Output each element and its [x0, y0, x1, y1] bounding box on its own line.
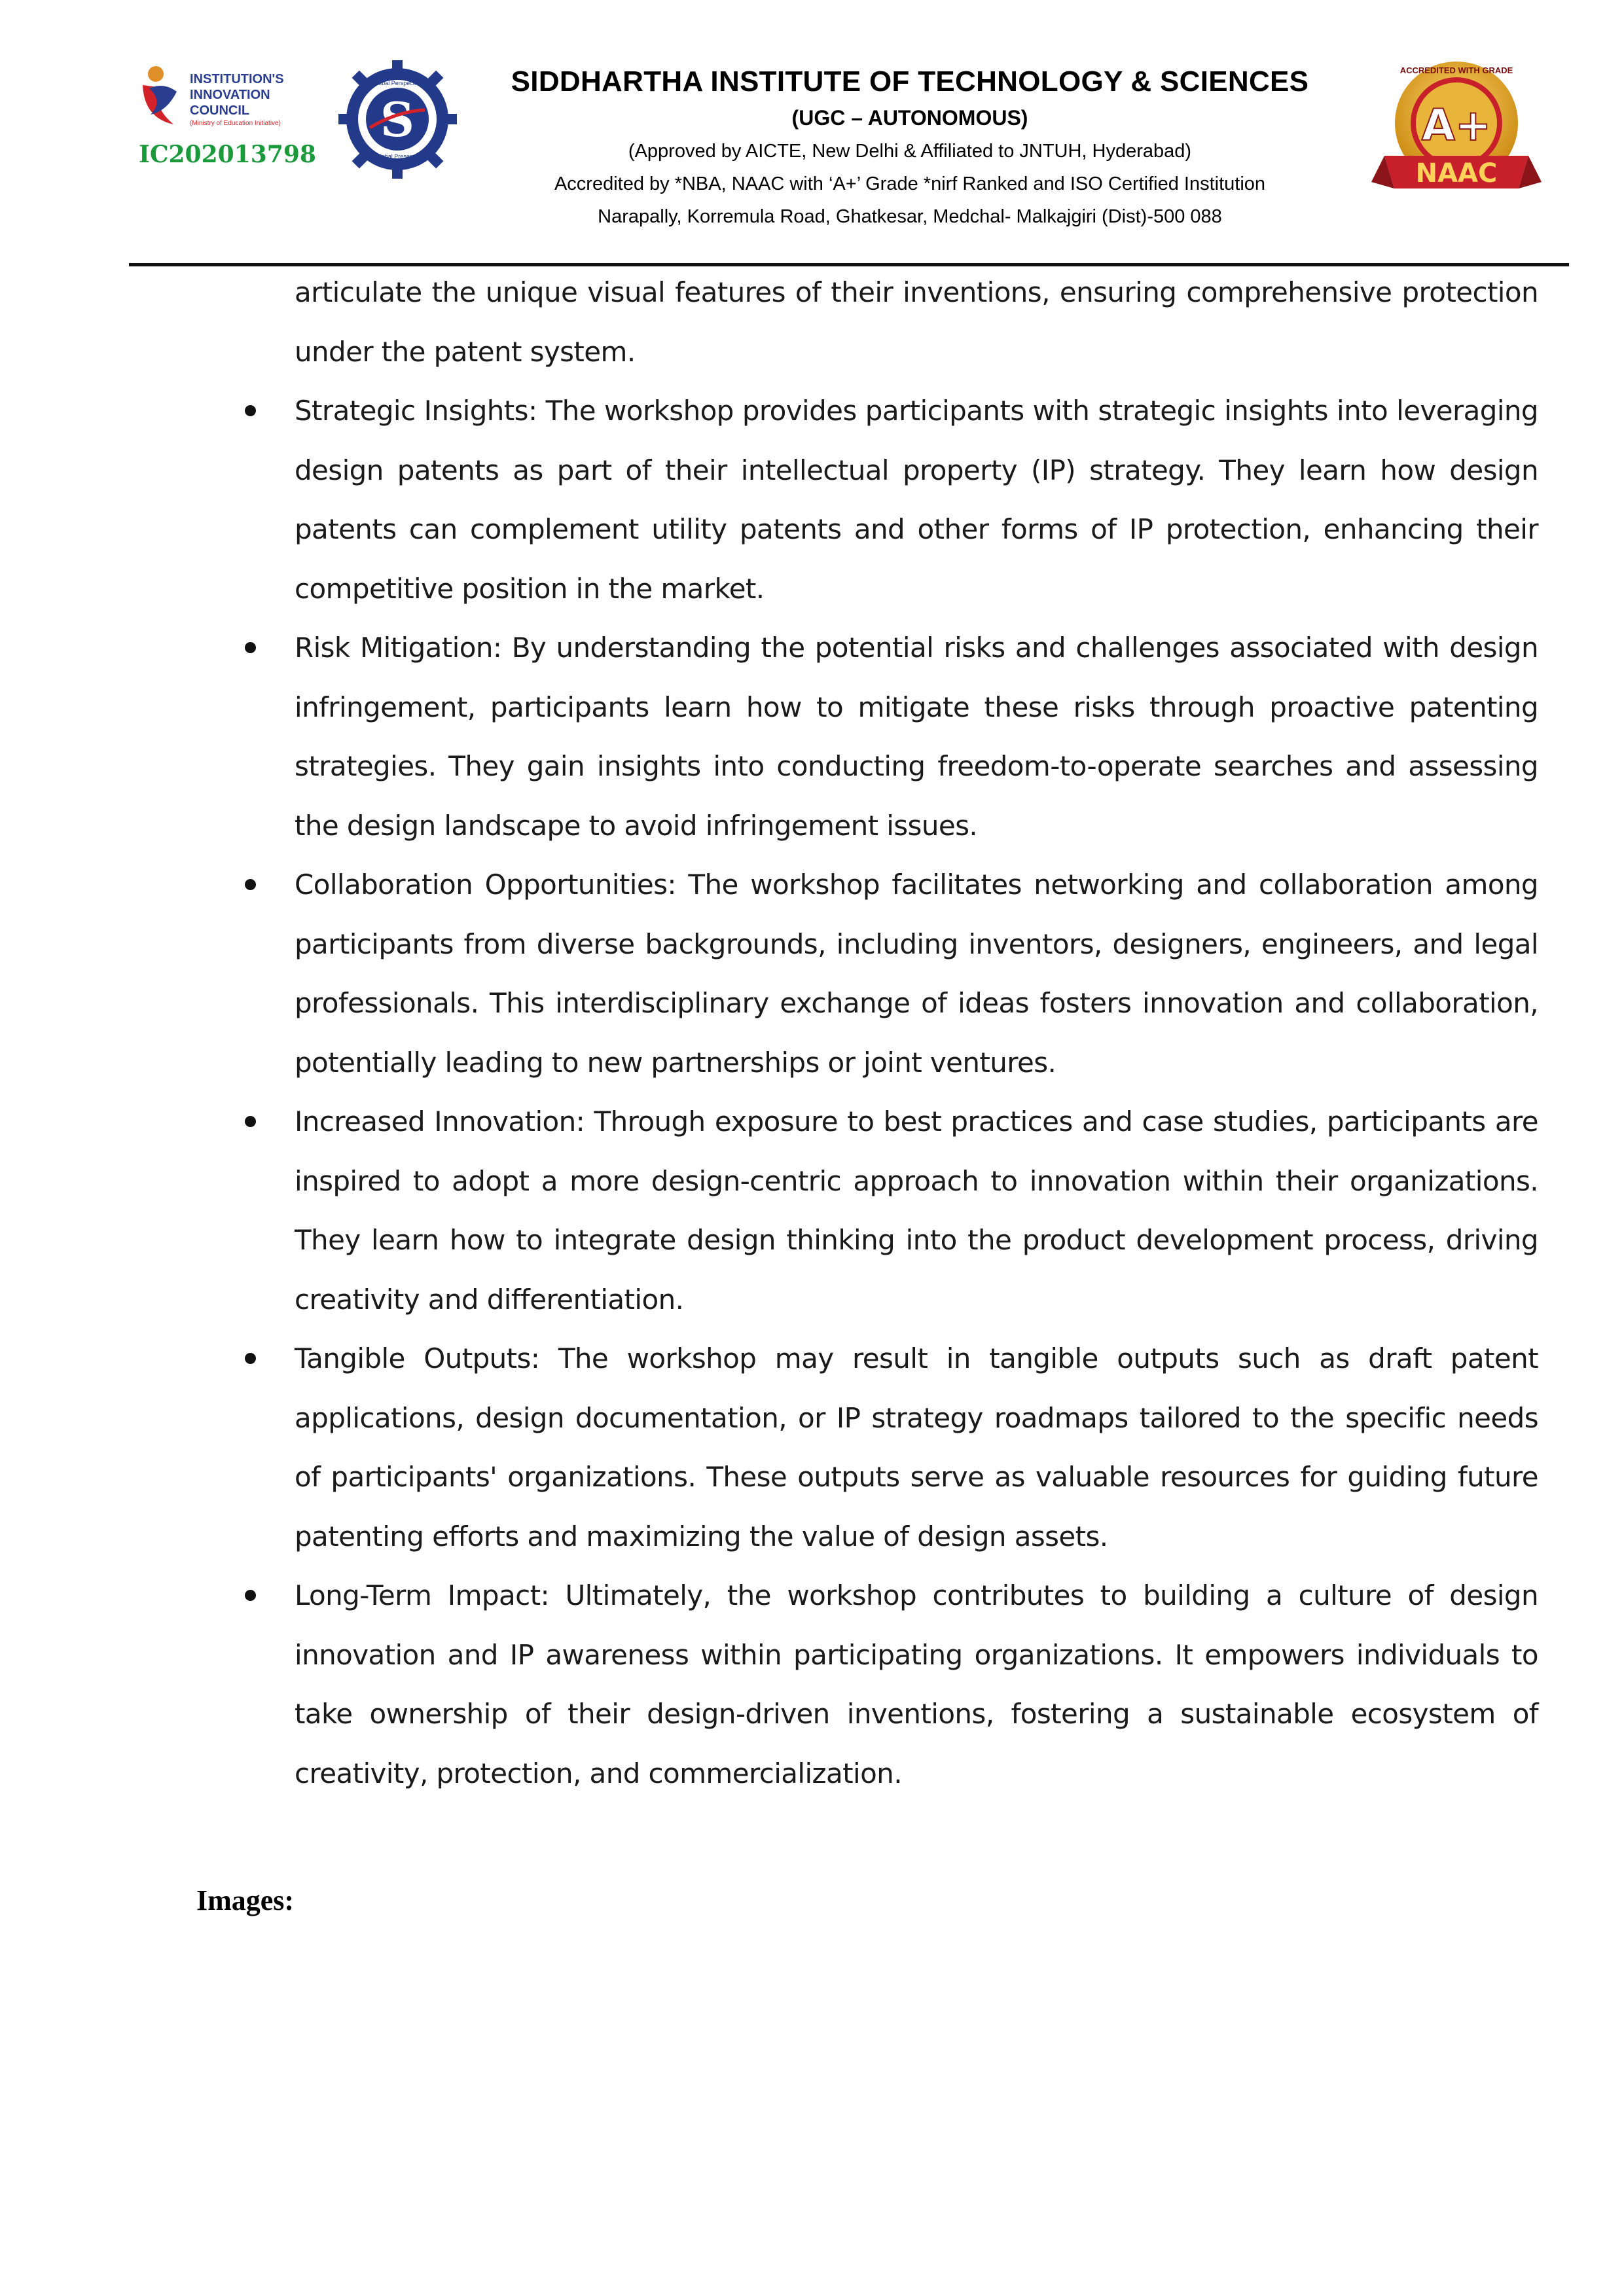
list-item	[249, 1092, 1538, 1329]
list-item	[249, 382, 1538, 619]
svg-text:S: S	[380, 92, 414, 147]
naac-grade: A+	[1421, 100, 1492, 151]
address-line: Narapally, Korremula Road, Ghatkesar, Medchal- Malkajgiri (Dist)-500 088	[598, 206, 1222, 227]
bullet-icon	[245, 879, 256, 890]
bullet-icon	[245, 642, 256, 653]
page-body	[249, 263, 1538, 1803]
naac-label: NAAC	[1415, 158, 1498, 188]
list-item	[249, 1566, 1538, 1803]
outcomes-list	[249, 382, 1538, 1803]
list-item-text: Strategic Insights: The workshop provides participants with strategic insights into leveraging design patents as part of their intellectual property (IP) strategy. They learn how design patents can complement utility patents and other forms of IP protection, enhancing their competitive position in the market.	[295, 395, 1538, 605]
list-item	[249, 1329, 1538, 1566]
bullet-icon	[245, 1590, 256, 1601]
list-item-text: Risk Mitigation: By understanding the potential risks and challenges associated with design infringement, participants learn how to mitigate these risks through proactive patenting strategies. They gain insights into conducting freedom-to-operate searches and assessing the design landscape to avoid infringement issues.	[295, 632, 1538, 842]
institution-gear-logo	[337, 59, 458, 180]
list-item	[249, 855, 1538, 1092]
letterhead	[0, 0, 1624, 275]
list-item-text: Increased Innovation: Through exposure to best practices and case studies, participants are inspired to adopt a more design-centric approach to innovation within their organizations. They learn how to integrate design thinking into the product development process, driving creativity and differentiation.	[295, 1105, 1538, 1316]
naac-a-plus-badge	[1358, 58, 1555, 211]
bullet-icon	[245, 1116, 256, 1127]
images-heading: Images:	[196, 1884, 295, 1916]
bullet-icon	[245, 405, 256, 416]
gear-logo-line-1: Global Perspective	[372, 80, 422, 86]
list-item	[249, 619, 1538, 855]
iic-logo-line-3: COUNCIL	[190, 103, 250, 118]
institution-name: SIDDHARTHA INSTITUTE OF TECHNOLOGY & SCIENCES	[511, 65, 1309, 98]
list-item-text: Collaboration Opportunities: The workshop facilitates networking and collaboration among participants from diverse backgrounds, including inventors, designers, engineers, and legal professionals. This interdisciplinary exchange of ideas fosters innovation and collaboration, potentially leading to new partnerships or joint ventures.	[295, 869, 1538, 1079]
autonomous-status: (UGC – AUTONOMOUS)	[791, 106, 1028, 130]
iic-code: IC202013798	[139, 141, 316, 168]
naac-ribbon: ACCREDITED WITH GRADE	[1399, 65, 1513, 75]
iic-logo-line-4: (Ministry of Education Initiative)	[190, 120, 281, 127]
list-item-text: Tangible Outputs: The workshop may result in tangible outputs such as draft patent applications, design documentation, or IP strategy roadmaps tailored to the specific needs of participants' organizations. These outputs serve as valuable resources for guiding future patenting efforts and maximizing the value of design assets.	[295, 1342, 1538, 1552]
accreditation-line: Accredited by *NBA, NAAC with ‘A+’ Grade *nirf Ranked and ISO Certified Institution	[554, 173, 1266, 194]
iic-logo-line-2: INNOVATION	[190, 88, 270, 102]
approval-line: (Approved by AICTE, New Delhi & Affiliated to JNTUH, Hyderabad)	[628, 141, 1192, 162]
iic-logo-line-1: INSTITUTION'S	[190, 72, 284, 86]
list-item-text: Long-Term Impact: Ultimately, the workshop contributes to building a culture of design innovation and IP awareness within participating organizations. It empowers individuals to take ownership of their design-driven inventions, fostering a sustainable ecosystem of creativity, protection, and commercialization.	[295, 1579, 1538, 1789]
bullet-icon	[245, 1353, 256, 1364]
continuation-paragraph: articulate the unique visual features of their inventions, ensuring comprehensive protection under the patent system.	[295, 276, 1538, 368]
gear-logo-line-2: Global Presence	[375, 153, 420, 160]
